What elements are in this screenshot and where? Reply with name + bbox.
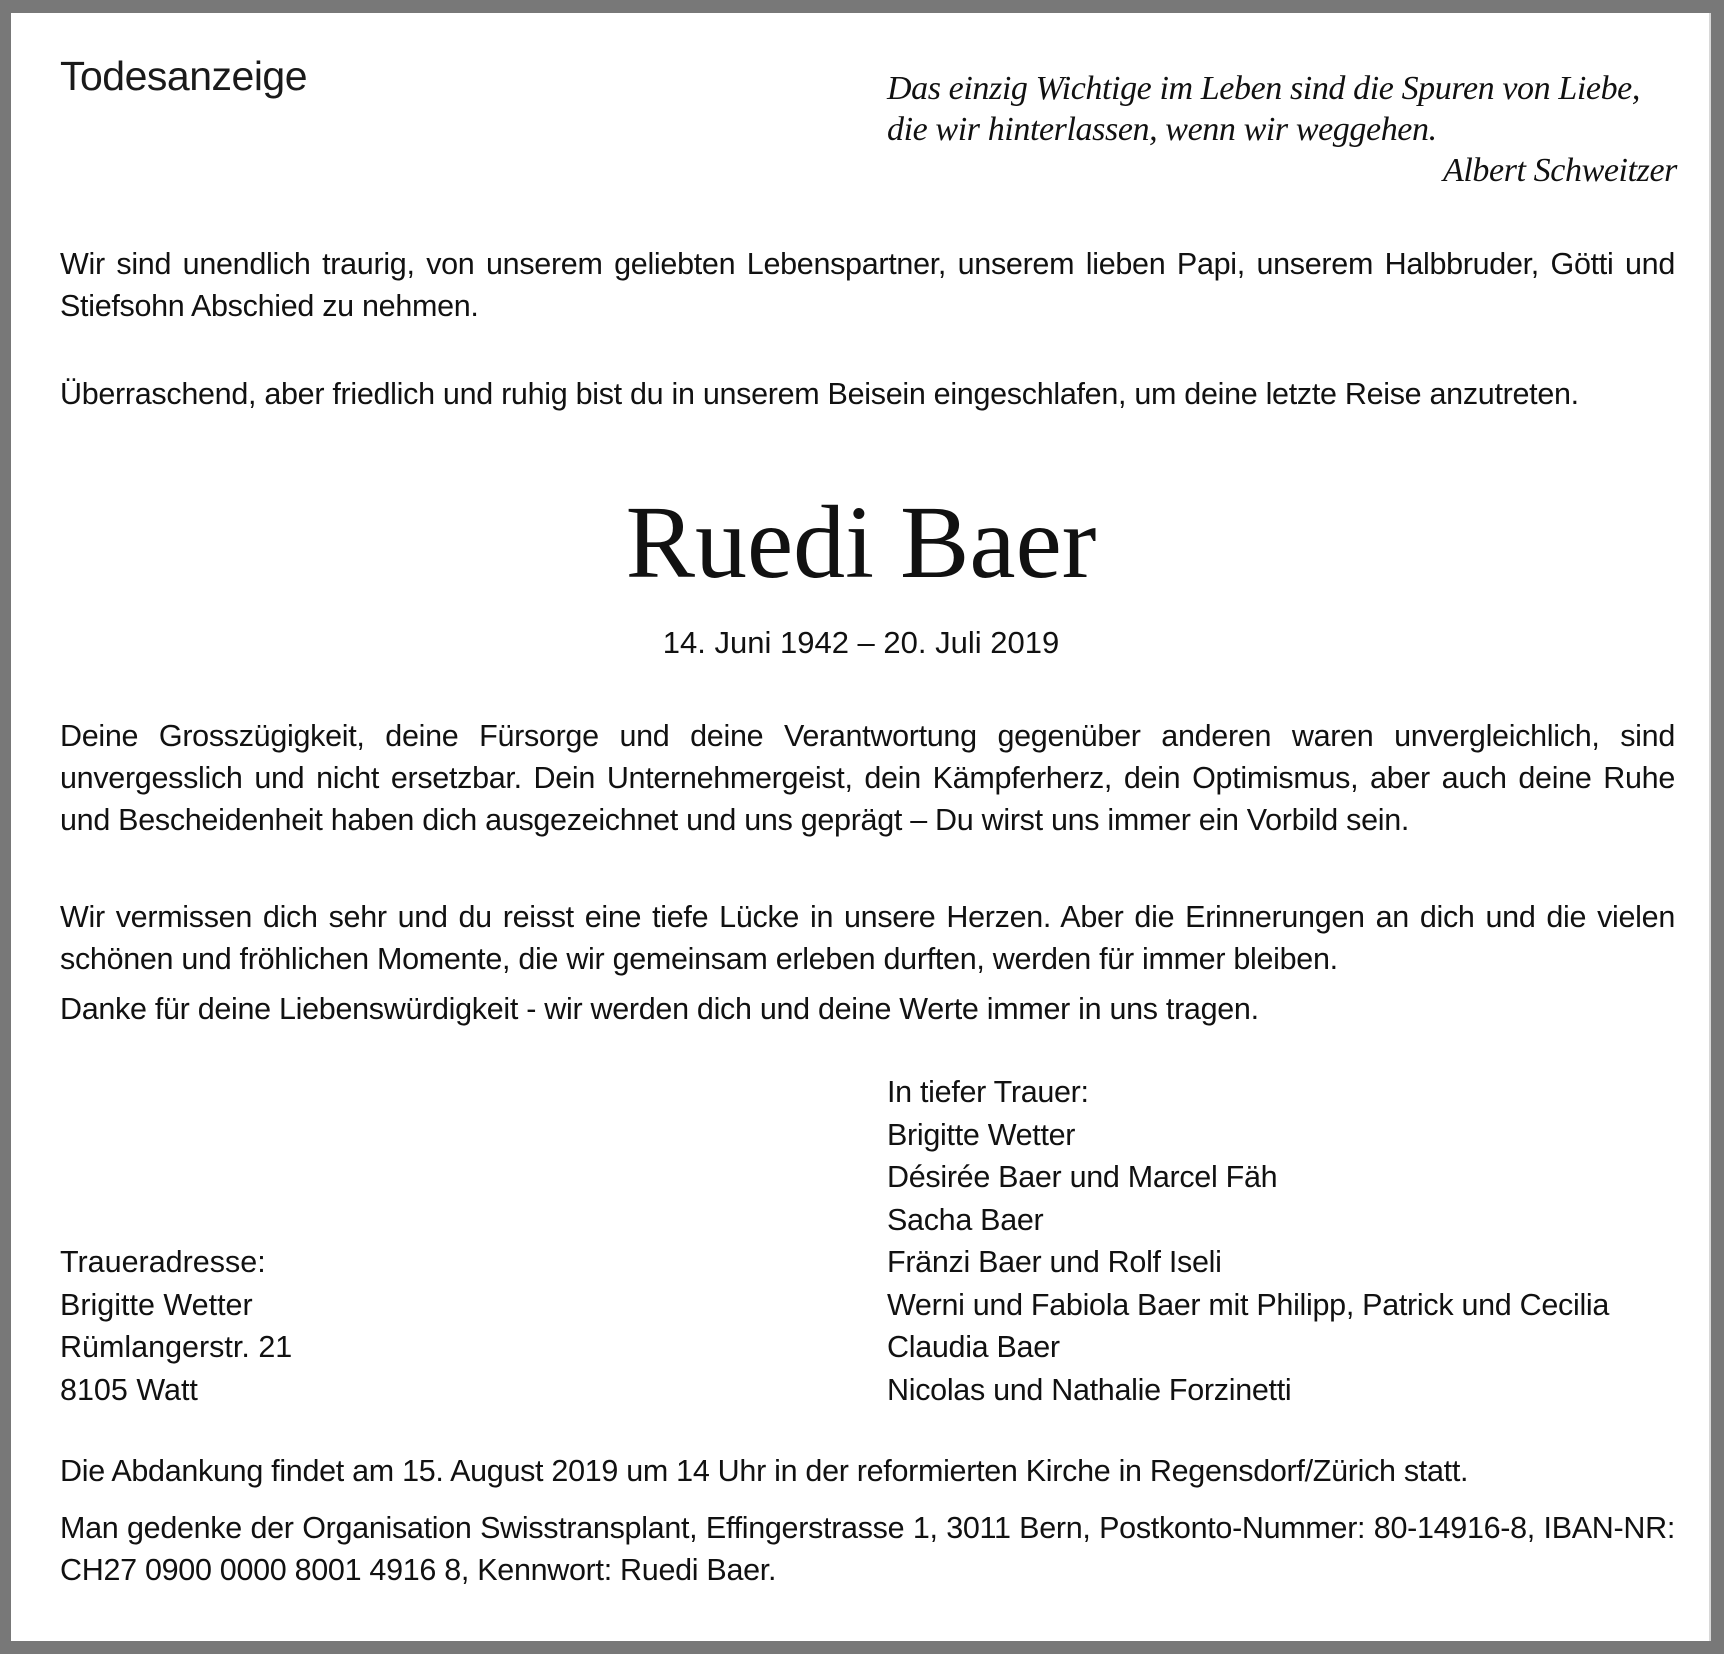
quote-line: Das einzig Wichtige im Leben sind die Spuren von Liebe, xyxy=(887,70,1640,107)
service-info: Die Abdankung findet am 15. August 2019 um 14 Uhr in der reformierten Kirche in Regensdorf/Zürich statt. xyxy=(60,1454,1469,1488)
obituary-page xyxy=(11,13,1711,1641)
mourner-name: Brigitte Wetter xyxy=(887,1117,1076,1152)
intro-paragraph-1: Wir sind unendlich traurig, von unserem geliebten Lebenspartner, unserem lieben Papi, unserem Halbbruder, Götti und Stiefsohn Abschied zu nehmen. xyxy=(60,247,1675,323)
address-heading: Traueradresse: xyxy=(60,1245,266,1279)
address-line: Brigitte Wetter xyxy=(60,1287,253,1322)
condolence-address xyxy=(60,1241,292,1411)
mourner-name: Sacha Baer xyxy=(887,1202,1044,1237)
donation-info: Man gedenke der Organisation Swisstransplant, Effingerstrasse 1, 3011 Bern, Postkonto-Nummer: 80-14916-8, IBAN-NR: CH27 0900 0000 8001 4916 8, Kennwort: Ruedi Baer. xyxy=(60,1511,1675,1587)
mourners-list xyxy=(887,1071,1609,1411)
address-line: Rümlangerstr. 21 xyxy=(60,1330,293,1364)
epigraph-quote xyxy=(887,68,1677,191)
life-dates: 14. Juni 1942 – 20. Juli 2019 xyxy=(662,625,1060,660)
notice-type-label: Todesanzeige xyxy=(60,53,308,99)
quote-line: die wir hinterlassen, wenn wir weggehen. xyxy=(887,111,1437,148)
tribute-paragraph-3: Danke für deine Liebenswürdigkeit - wir werden dich und deine Werte immer in uns tragen. xyxy=(60,992,1259,1026)
mourner-name: Fränzi Baer und Rolf Iseli xyxy=(887,1245,1222,1279)
mourners-heading: In tiefer Trauer: xyxy=(887,1075,1089,1109)
mourner-name: Nicolas und Nathalie Forzinetti xyxy=(887,1372,1292,1407)
intro-paragraph-2: Überraschend, aber friedlich und ruhig bist du in unserem Beisein eingeschlafen, um deine letzte Reise anzutreten. xyxy=(60,377,1579,411)
mourner-name: Désirée Baer und Marcel Fäh xyxy=(887,1160,1278,1194)
mourner-name: Werni und Fabiola Baer mit Philipp, Patrick und Cecilia xyxy=(887,1287,1610,1322)
address-line: 8105 Watt xyxy=(60,1372,198,1407)
deceased-name: Ruedi Baer xyxy=(625,485,1097,600)
tribute-paragraph-1: Deine Grosszügigkeit, deine Fürsorge und deine Verantwortung gegenüber anderen waren unvergleichlich, sind unvergesslich und nicht ersetzbar. Dein Unternehmergeist, dein Kämpferherz, dein Optimismus, aber auch deine Ruhe und Bescheidenheit haben dich ausgezeichnet und uns geprägt – Du wirst uns immer ein Vorbild sein. xyxy=(60,719,1675,837)
mourner-name: Claudia Baer xyxy=(887,1330,1060,1364)
tribute-paragraph-2: Wir vermissen dich sehr und du reisst eine tiefe Lücke in unsere Herzen. Aber die Erinnerungen an dich und die vielen schönen und fröhlichen Momente, die wir gemeinsam erleben durften, werden für immer bleiben. xyxy=(60,900,1675,976)
quote-author: Albert Schweitzer xyxy=(1443,152,1677,189)
